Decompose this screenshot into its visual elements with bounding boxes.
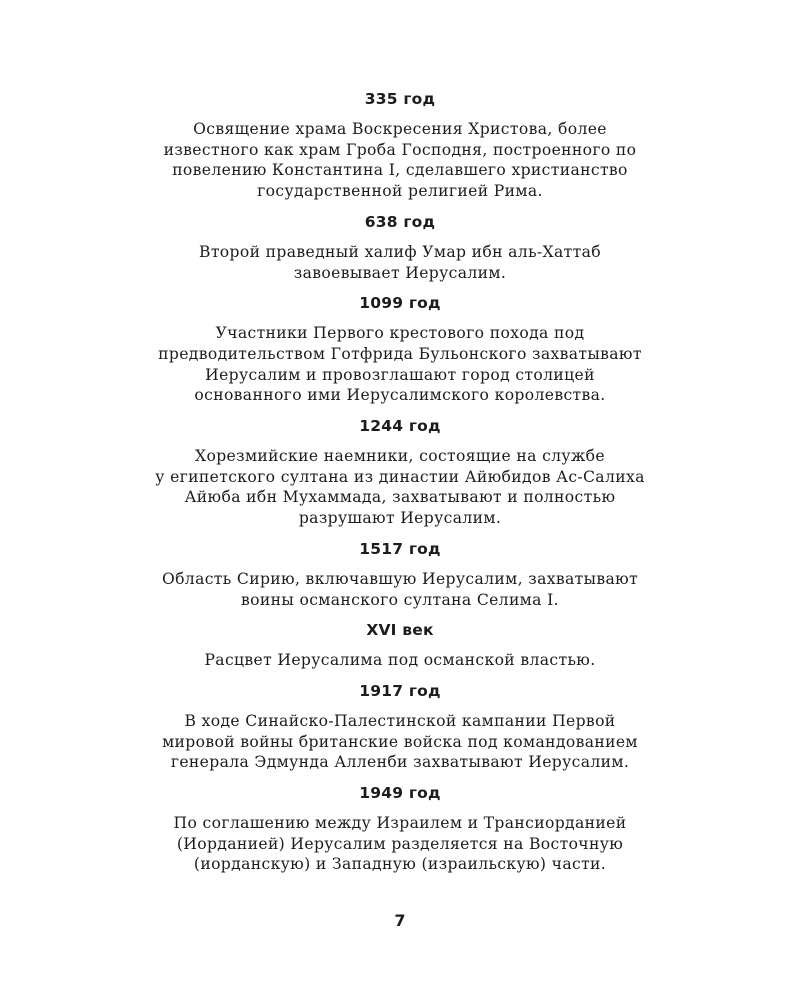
entry-text [90,446,710,529]
timeline-entry-335 [90,89,710,202]
entry-text-line: Иерусалим и провозглашают город столицей [205,365,595,384]
entry-text-line: генерала Эдмунда Алленби захватывают Иерусалим. [170,753,630,772]
timeline-entry-1917 [90,681,710,773]
entry-year: 638 год [364,212,436,231]
timeline [90,89,710,885]
entry-text-line: завоевывает Иерусалим. [293,263,507,282]
entry-text-line: у египетского султана из династии Айюбидов Ас-Салиха [155,467,645,486]
entry-text-line: Айюба ибн Мухаммада, захватывают и полностью [184,488,616,507]
entry-text-line: предводительством Готфрида Бульонского захватывают [158,344,642,363]
entry-text-line: По соглашению между Израилем и Трансиорданией [173,814,627,833]
entry-text [90,650,710,671]
timeline-entry-1244 [90,416,710,529]
entry-text-line: Второй праведный халиф Умар ибн аль-Хаттаб [199,242,601,261]
entry-text-line: Освящение храма Воскресения Христова, более [193,120,607,138]
entry-text-line: Участники Первого крестового похода под [215,324,585,343]
timeline-entry-1949 [90,783,710,875]
entry-text-line: В ходе Синайско-Палестинской кампании Первой [184,711,616,730]
entry-year: 1949 год [359,784,441,803]
timeline-entry-1517 [90,539,710,610]
entry-text-line: (иорданскую) и Западную (израильскую) части. [193,855,607,874]
entry-year: 1917 год [359,681,441,700]
entry-text-line: разрушают Иерусалим. [298,509,502,528]
entry-text-line: воины османского султана Селима I. [241,590,559,609]
entry-text-line: (Иорданией) Иерусалим разделяется на Восточную [176,834,624,853]
entry-text-line: Область Сирию, включавшую Иерусалим, захватывают [161,569,639,588]
entry-text-line: основанного ими Иерусалимского королевства. [194,386,606,405]
entry-text-line: известного как храм Гроба Господня, построенного по [163,140,637,159]
entry-text-line: Расцвет Иерусалима под османской властью. [204,651,596,670]
entry-text-line: государственной религией Рима. [257,182,543,201]
entry-text [90,711,710,773]
page-number: 7 [394,911,406,930]
entry-text-line: мировой войны британские войска под командованием [162,732,638,751]
entry-text-line: повелению Константина I, сделавшего христианство [172,161,628,180]
entry-text [90,569,710,610]
entry-text-line: Хорезмийские наемники, состоящие на службе [195,447,605,466]
entry-text [90,242,710,283]
entry-year: 1517 год [359,539,441,558]
entry-year: 1099 год [359,294,441,313]
timeline-entry-1099 [90,293,710,406]
entry-text [90,813,710,875]
entry-text [90,323,710,406]
entry-year: 335 год [364,90,436,108]
timeline-entry-16th-century [90,620,710,671]
entry-text [90,119,710,202]
entry-year: XVI век [366,621,434,640]
entry-year: 1244 год [359,417,441,436]
timeline-entry-638 [90,212,710,283]
